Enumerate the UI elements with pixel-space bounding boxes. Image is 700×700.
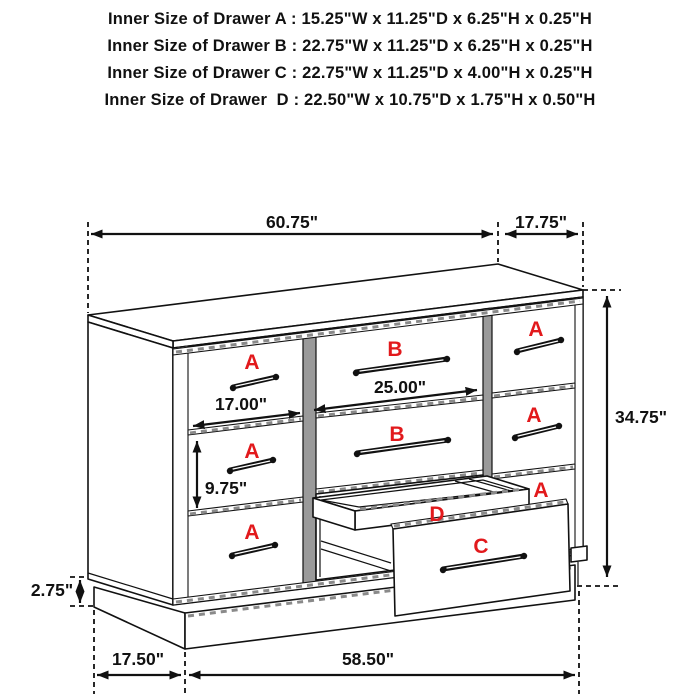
label-drawer-a2: A	[244, 440, 260, 463]
label-drawer-b1: B	[387, 338, 403, 361]
label-drawer-a3: A	[244, 521, 260, 544]
dim-overall-width: 60.75"	[265, 212, 319, 232]
label-drawer-d: D	[429, 503, 445, 526]
spec-line-drawer-c: Inner Size of Drawer C : 22.75"W x 11.25"D x 4.00"H x 0.25"H	[107, 64, 593, 82]
spec-line-drawer-a: Inner Size of Drawer A : 15.25"W x 11.25"D x 6.25"H x 0.25"H	[107, 10, 593, 28]
left-stile	[173, 346, 188, 605]
dim-drawer-a-width: 17.00"	[214, 394, 268, 414]
right-stile	[575, 297, 583, 555]
left-side-panel	[88, 322, 173, 605]
dim-drawer-a-height: 9.75"	[204, 478, 248, 498]
right-foot-bracket	[571, 546, 587, 562]
dim-overall-height: 34.75"	[615, 407, 668, 427]
dim-base-height: 2.75"	[30, 580, 74, 600]
dim-base-depth: 17.50"	[111, 649, 165, 669]
label-drawer-a1: A	[244, 351, 260, 374]
dim-drawer-b-width: 25.00"	[373, 377, 427, 397]
label-drawer-a-right-3: A	[533, 479, 549, 502]
spec-line-drawer-d: Inner Size of Drawer D : 22.50"W x 10.75"D x 1.75"H x 0.50"H	[104, 91, 596, 109]
spec-line-drawer-b: Inner Size of Drawer B : 22.75"W x 11.25"D x 6.25"H x 0.25"H	[107, 37, 593, 55]
dim-base-width: 58.50"	[341, 649, 395, 669]
dim-top-depth: 17.75"	[514, 212, 568, 232]
label-drawer-a-right-1: A	[528, 318, 544, 341]
label-drawer-a-right-2: A	[526, 404, 542, 427]
label-drawer-b2: B	[389, 423, 405, 446]
middle-stile	[303, 330, 316, 589]
label-drawer-c: C	[473, 535, 489, 558]
